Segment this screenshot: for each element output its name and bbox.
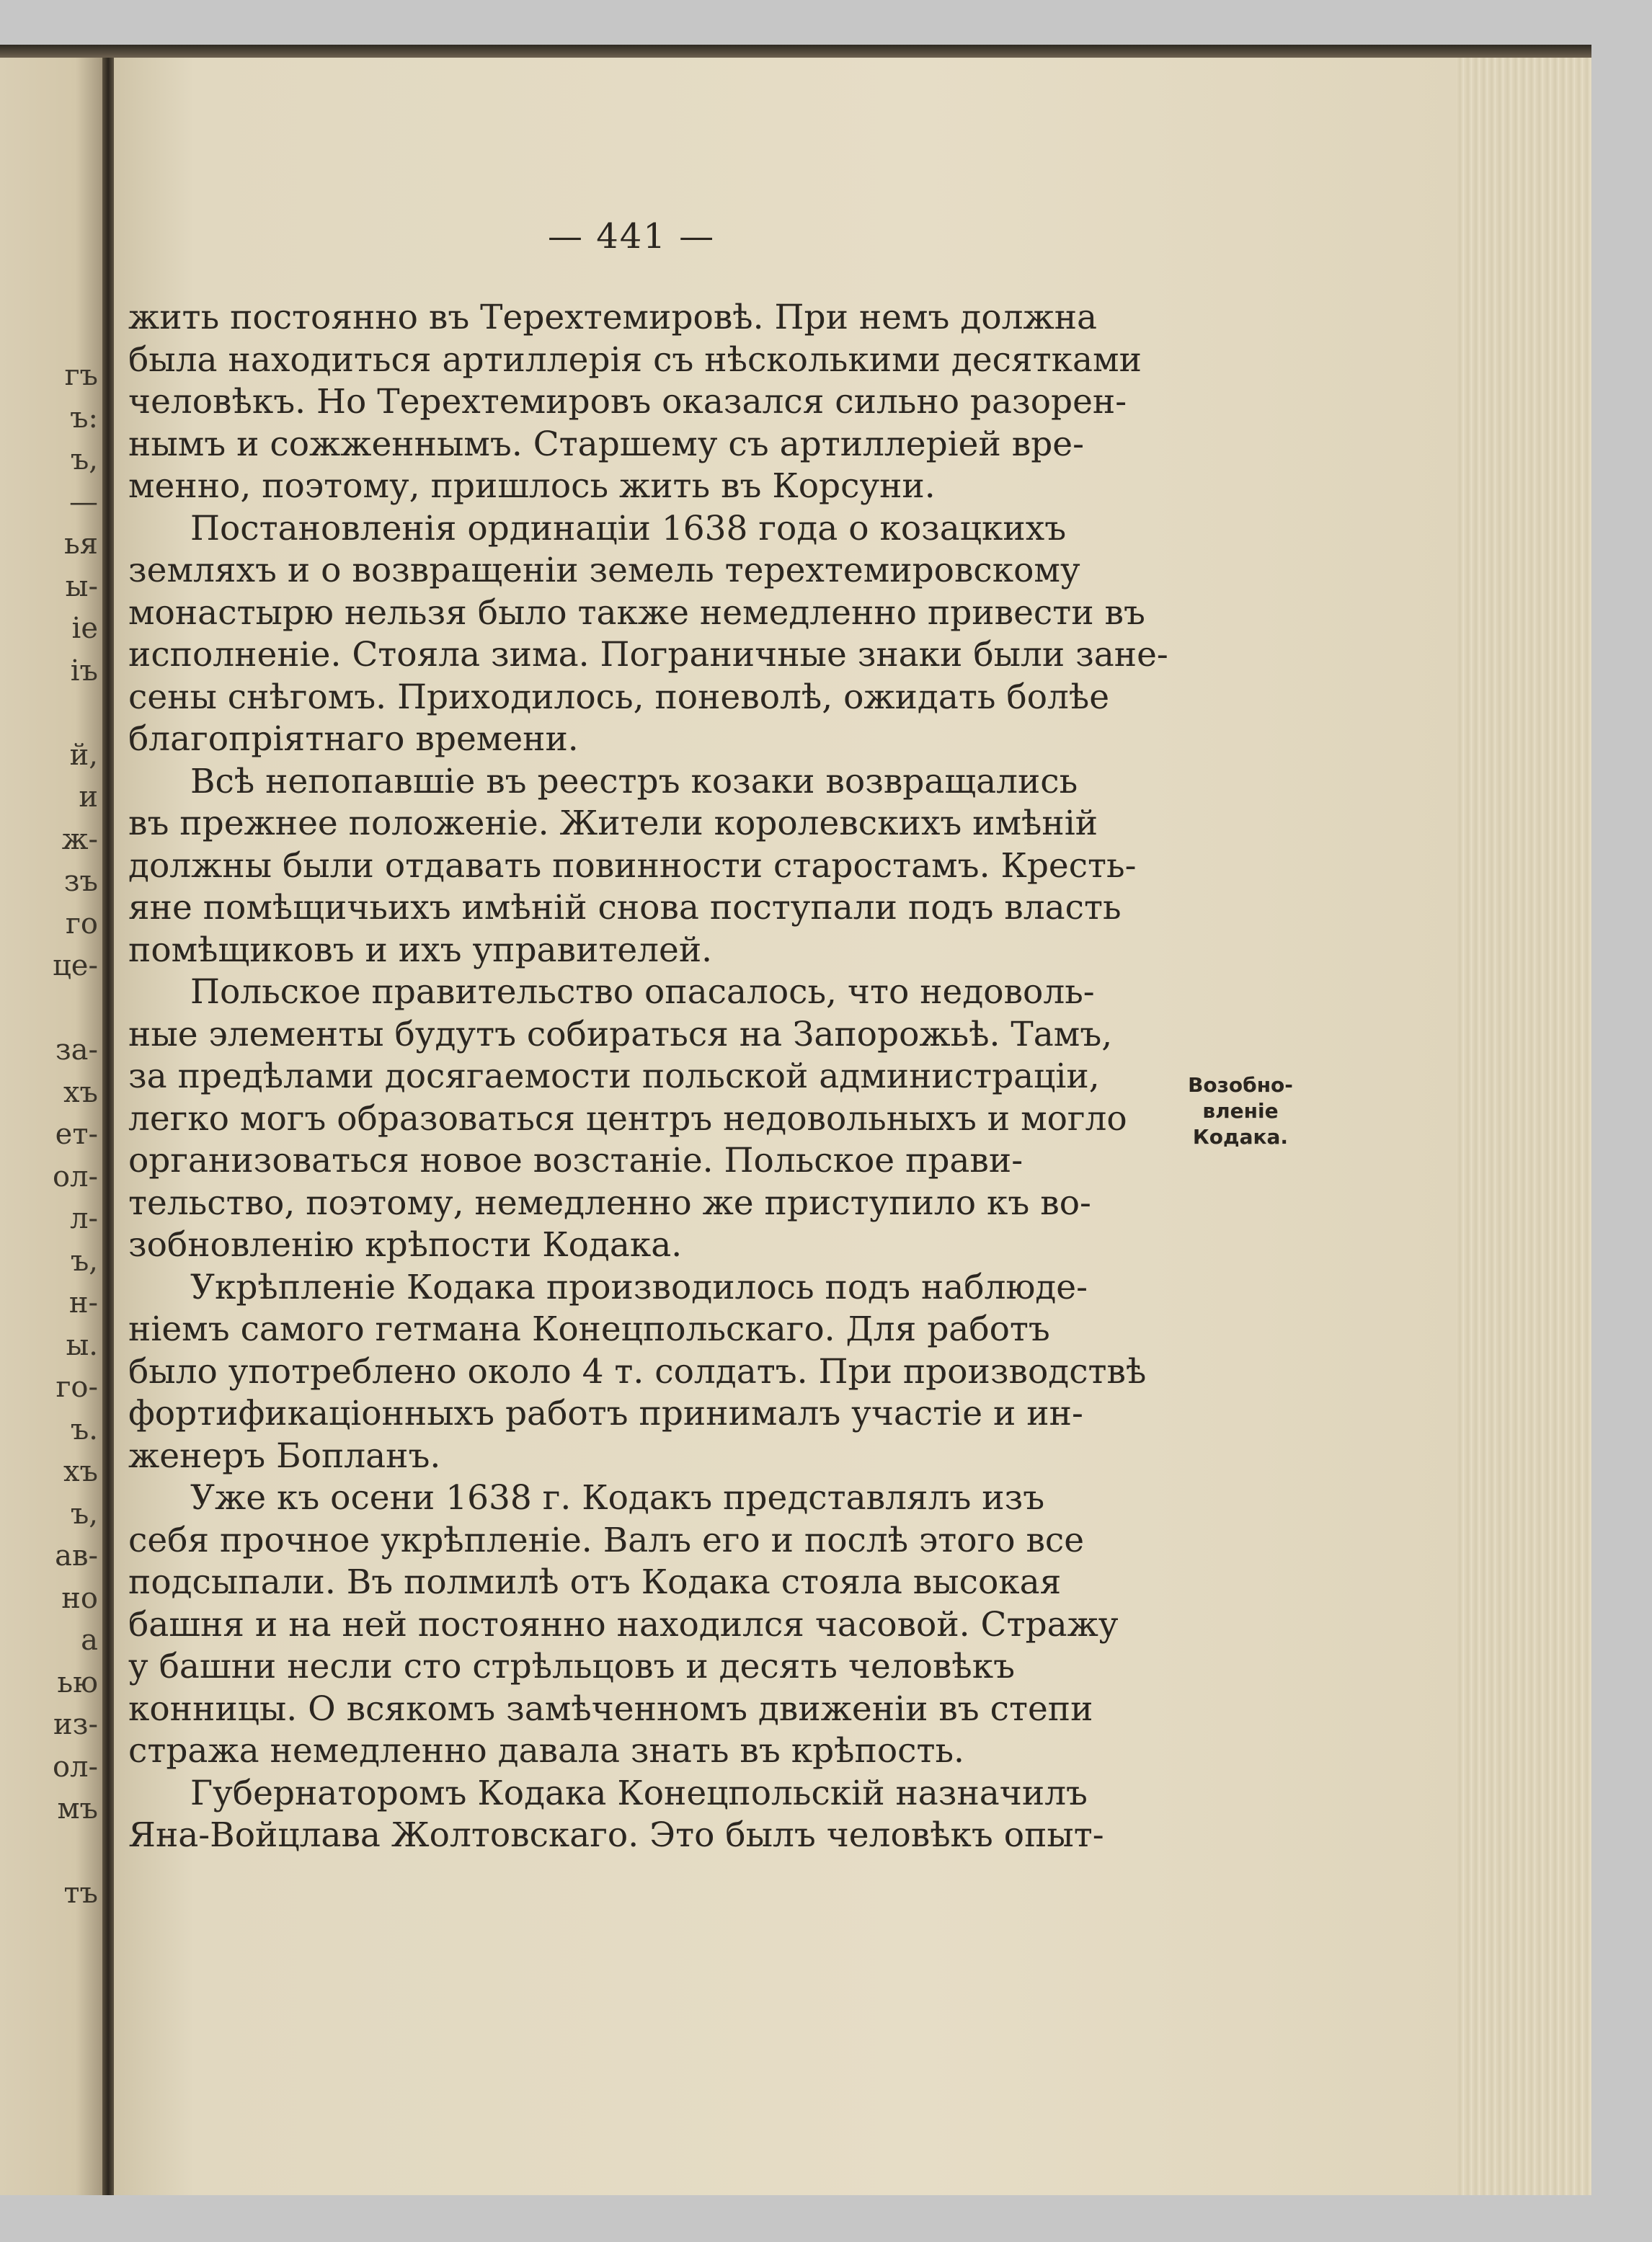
left-page-fragment: го-: [55, 1371, 98, 1404]
text-line: подсыпали. Въ полмилѣ отъ Кодака стояла высокая: [128, 1562, 1062, 1602]
text-line: Всѣ непопавшіе въ реестръ козаки возвращались: [190, 761, 1078, 801]
left-page-fragment: л-: [70, 1202, 98, 1235]
text-line: человѣкъ. Но Терехтемировъ оказался сильно разорен-: [128, 382, 1127, 422]
left-page-fragment: [0, 692, 101, 734]
text-line: организоваться новое возстаніе. Польское прави-: [128, 1141, 1023, 1180]
text-line: помѣщиковъ и ихъ управителей.: [128, 930, 713, 970]
left-page: [0, 58, 108, 2195]
left-page-fragment: [0, 987, 101, 1030]
left-page-fragment: ж-: [61, 822, 98, 856]
left-page-fragment: ъ.: [70, 1413, 98, 1446]
text-line: ніемъ самого гетмана Конецпольскаго. Для работъ: [128, 1309, 1050, 1349]
left-page-fragment: хъ: [63, 1075, 98, 1109]
text-line: Уже къ осени 1638 г. Кодакъ представлялъ изъ: [190, 1478, 1045, 1518]
left-page-fragment: ъ,: [70, 443, 98, 476]
text-line: стража немедленно давала знать въ крѣпость.: [128, 1731, 964, 1771]
left-page-fragment: ол-: [52, 1160, 98, 1193]
left-page-fragment: тъ: [63, 1877, 98, 1910]
text-line: Яна-Войцлава Жолтовскаго. Это былъ человѣкъ опыт-: [128, 1815, 1104, 1855]
text-line: должны были отдавать повинности старостамъ. Кресть-: [128, 845, 1137, 886]
left-page-fragments: [0, 355, 101, 1915]
left-page-fragment: ы.: [66, 1328, 98, 1362]
text-line: было употреблено около 4 т. солдатъ. При производствѣ: [128, 1351, 1147, 1392]
left-page-fragment: но: [61, 1581, 98, 1615]
text-line: благопріятнаго времени.: [128, 719, 579, 759]
text-line: ные элементы будутъ собираться на Запорожьѣ. Тамъ,: [128, 1014, 1113, 1054]
text-line: Постановленія ординаціи 1638 года о козацкихъ: [190, 508, 1067, 548]
text-line: Укрѣпленіе Кодака производилось подъ наблюде-: [190, 1267, 1088, 1307]
left-page-fragment: й,: [69, 738, 98, 772]
left-page-fragment: хъ: [63, 1455, 98, 1488]
left-page-fragment: ъ,: [70, 1497, 98, 1531]
margin-note-line: Возобно-: [1188, 1073, 1293, 1097]
text-line: конницы. О всякомъ замѣченномъ движеніи въ степи: [128, 1689, 1093, 1729]
left-page-fragment: гъ: [64, 359, 98, 392]
text-line: Польское правительство опасалось, что недоволь-: [190, 972, 1095, 1012]
left-page-fragment: ол-: [52, 1750, 98, 1784]
left-page-fragment: из-: [53, 1708, 98, 1741]
left-page-fragment: ья: [63, 528, 98, 561]
page-stack-edge: [1456, 58, 1591, 2195]
page-number: — 441 —: [548, 216, 716, 257]
left-page-fragment: и: [79, 780, 98, 814]
left-page-fragment: го: [65, 907, 98, 940]
text-line: башня и на ней постоянно находился часовой. Стражу: [128, 1604, 1119, 1645]
text-line: нымъ и сожженнымъ. Старшему съ артиллеріей вре-: [128, 424, 1085, 464]
text-line: у башни несли сто стрѣльцовъ и десять человѣкъ: [128, 1647, 1016, 1686]
left-page-fragment: ъ:: [70, 401, 98, 435]
left-page-fragment: за-: [55, 1033, 98, 1067]
text-line: зобновленію крѣпости Кодака.: [128, 1225, 683, 1265]
body-text: [128, 297, 1195, 1857]
left-page-fragment: ы-: [65, 569, 98, 603]
text-line: женеръ Бопланъ.: [128, 1436, 441, 1476]
left-page-fragment: н-: [68, 1286, 98, 1320]
text-line: легко могъ образоваться центръ недовольныхъ и могло: [128, 1098, 1127, 1139]
text-line: себя прочное укрѣпленіе. Валъ его и послѣ этого все: [128, 1520, 1085, 1560]
text-line: тельство, поэтому, немедленно же приступило къ во-: [128, 1183, 1091, 1223]
left-page-fragment: ью: [57, 1665, 98, 1699]
margin-note: [1179, 1072, 1302, 1150]
left-page-fragment: ет-: [55, 1118, 98, 1151]
left-page-fragment: зъ: [63, 865, 98, 898]
text-line: менно, поэтому, пришлось жить въ Корсуни.: [128, 466, 936, 506]
margin-note-line: вленіе: [1202, 1099, 1279, 1123]
left-page-fragment: ав-: [55, 1539, 98, 1572]
text-line: сены снѣгомъ. Приходилось, поневолѣ, ожидать болѣе: [128, 677, 1110, 717]
left-page-fragment: [0, 1830, 101, 1873]
text-line: въ прежнее положеніе. Жители королевскихъ имѣній: [128, 804, 1098, 843]
text-line: была находиться артиллерія съ нѣсколькими десятками: [128, 339, 1142, 380]
text-line: за предѣлами досягаемости польской администраціи,: [128, 1057, 1100, 1096]
book-top-edge: [0, 45, 1591, 58]
text-line: жить постоянно въ Терехтемировѣ. При немъ должна: [128, 298, 1098, 337]
left-page-fragment: ъ,: [70, 1244, 98, 1278]
text-line: исполненіе. Стояла зима. Пограничные знаки были зане-: [128, 635, 1168, 675]
text-line: монастырю нельзя было также немедленно привести въ: [128, 592, 1145, 633]
left-page-fragment: іъ: [70, 654, 98, 688]
left-page-fragment: це-: [53, 949, 98, 982]
left-page-fragment: мъ: [57, 1792, 98, 1825]
text-line: Губернаторомъ Кодака Конецпольскій назначилъ: [190, 1773, 1088, 1813]
text-line: земляхъ и о возвращеніи земель терехтемировскому: [128, 551, 1080, 590]
text-line: яне помѣщичьихъ имѣній снова поступали подъ власть: [128, 888, 1122, 928]
text-line: фортификаціонныхъ работъ принималъ участіе и ин-: [128, 1394, 1083, 1433]
left-page-fragment: а: [81, 1624, 98, 1657]
left-page-fragment: іе: [71, 612, 98, 645]
left-page-fragment: —: [69, 485, 98, 519]
margin-note-line: Кодака.: [1192, 1125, 1289, 1149]
